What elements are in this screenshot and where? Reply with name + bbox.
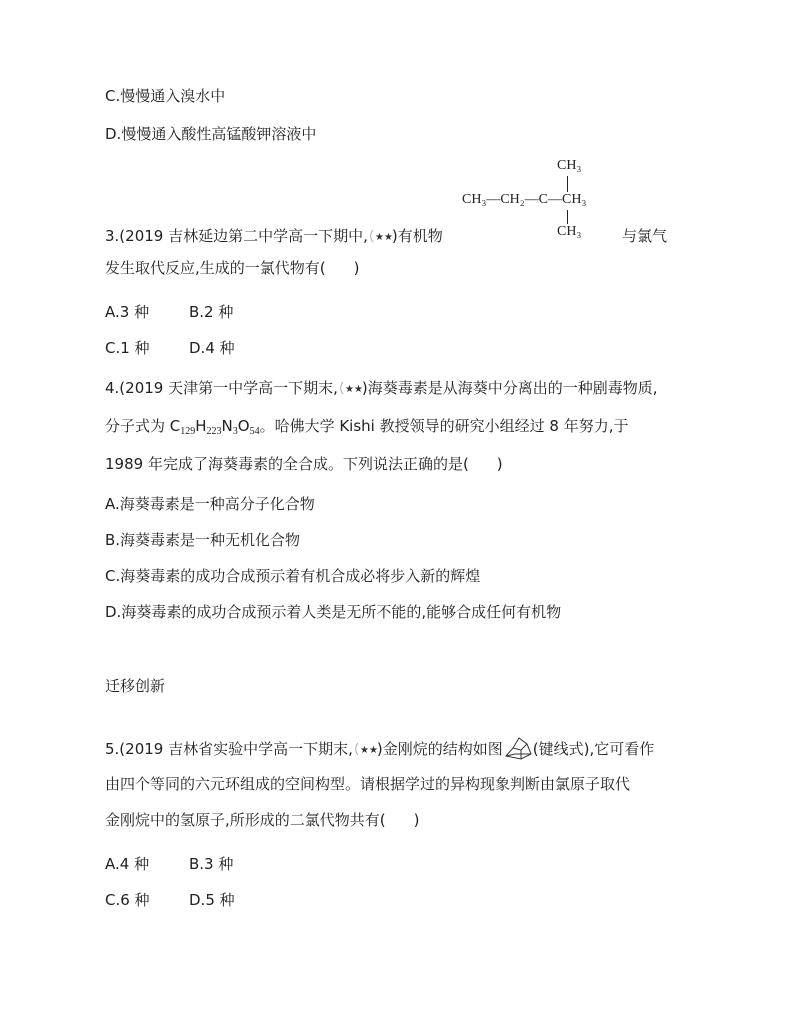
- bond-vertical-top: [567, 176, 568, 192]
- option-d-prev: D.慢慢通入酸性高锰酸钾溶液中: [105, 125, 317, 143]
- question-4-line-1: [105, 378, 658, 398]
- svg-text:★★: ★★: [344, 384, 363, 395]
- q5-stem-3: 金刚烷中的氢原子,所形成的二氯代物共有(: [105, 811, 386, 829]
- q4-option-d: D.海葵毒素的成功合成预示着人类是无所不能的,能够合成任何有机物: [105, 603, 562, 621]
- formula-subscript: 129: [180, 426, 196, 437]
- option-c-prev: C.慢慢通入溴水中: [105, 87, 226, 105]
- formula-subscript: 54: [249, 426, 260, 437]
- q3-paren-close: ): [353, 259, 360, 277]
- q5-paren-close: ): [413, 811, 420, 829]
- q5-source: 5.(2019 吉林省实验中学高一下期末,: [105, 740, 353, 758]
- molecular-formula: [180, 417, 259, 435]
- formula-subscript: 223: [206, 426, 222, 437]
- q3-option-a: A.3 种: [105, 303, 150, 321]
- question-3-line-1: [105, 226, 443, 246]
- q4-option-b: B.海葵毒素是一种无机化合物: [105, 531, 301, 549]
- q4-source: 4.(2019 天津第一中学高一下期末,: [105, 379, 338, 397]
- q3-option-c: C.1 种: [105, 339, 150, 357]
- svg-text:★★: ★★: [359, 745, 378, 756]
- q5-option-b: B.3 种: [189, 855, 234, 873]
- q4-option-a: A.海葵毒素是一种高分子化合物: [105, 495, 315, 513]
- q4-paren-close: ): [496, 455, 503, 473]
- difficulty-star-icon: [339, 380, 361, 394]
- structure-top: CH₃: [557, 158, 582, 173]
- question-3-line-2: [105, 258, 359, 278]
- q4-option-c: C.海葵毒素的成功合成预示着有机合成必将步入新的辉煌: [105, 567, 481, 585]
- question-5-line-3: [105, 810, 419, 830]
- q3-stem-2: 发生取代反应,生成的一氯代物有(: [105, 259, 326, 277]
- question-5-line-2: 由四个等同的六元环组成的空间构型。请根据学过的异构现象判断由氯原子取代: [105, 775, 631, 793]
- question-5-line-1: [105, 734, 654, 762]
- q3-option-d: D.4 种: [189, 339, 235, 357]
- q5-option-a: A.4 种: [105, 855, 150, 873]
- q4-stem: )海葵毒素是从海葵中分离出的一种剧毒物质,: [361, 379, 658, 397]
- question-4-line-2: [105, 416, 628, 442]
- difficulty-star-icon: [369, 228, 391, 242]
- q5-option-d: D.5 种: [189, 891, 235, 909]
- question-4-line-3: [105, 454, 503, 474]
- svg-text:★★: ★★: [374, 232, 393, 243]
- q4-stem-2: 。哈佛大学 Kishi 教授领导的研究小组经过 8 年努力,于: [259, 417, 629, 435]
- q4-formula-prefix: 分子式为 C: [105, 417, 181, 435]
- structure-main-chain: CH₃—CH₂—C—CH₃: [462, 192, 587, 207]
- q3-source: 3.(2019 吉林延边第二中学高一下期中,: [105, 227, 368, 245]
- formula-subscript: 3: [232, 426, 238, 437]
- q5-stem-b: (键线式),它可看作: [532, 740, 655, 758]
- bond-vertical-bottom: [567, 210, 568, 224]
- q3-stem: )有机物: [391, 227, 443, 245]
- section-heading: 迁移创新: [105, 677, 166, 695]
- q5-stem: )金刚烷的结构如图: [376, 740, 503, 758]
- structure-bottom: CH₃: [557, 224, 582, 239]
- difficulty-star-icon: [354, 741, 376, 755]
- q4-stem-3: 1989 年完成了海葵毒素的全合成。下列说法正确的是(: [105, 455, 469, 473]
- q5-option-c: C.6 种: [105, 891, 150, 909]
- adamantane-figure: [503, 734, 533, 762]
- formula-element: N: [221, 417, 233, 435]
- formula-element: O: [237, 417, 250, 435]
- formula-element: H: [195, 417, 207, 435]
- question-3-tail: 与氯气: [622, 227, 668, 245]
- q3-option-b: B.2 种: [189, 303, 234, 321]
